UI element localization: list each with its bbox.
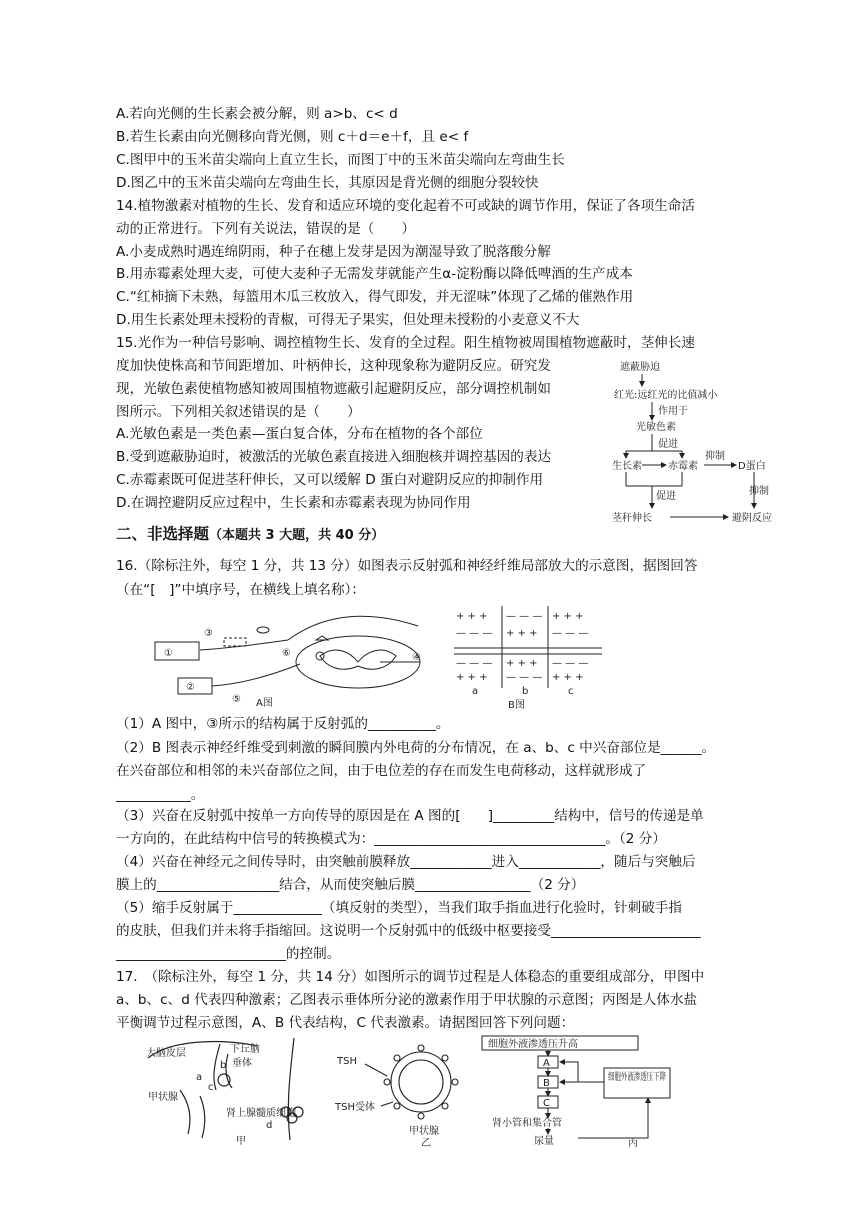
- fig-a-n1: ①: [164, 648, 173, 659]
- q15-option-b: B.受到遮蔽胁迫时，被激活的光敏色素直接进入细胞核并调控基因的表达: [116, 449, 552, 465]
- q14-option-a: A.小麦成熟时遇连绵阴雨，种子在穗上发芽是因为潮湿导致了脱落酸分解: [116, 244, 551, 260]
- diagram-stem-growth: 茎秆伸长: [612, 513, 652, 524]
- jia-d: d: [266, 1120, 273, 1131]
- section-heading: [116, 522, 384, 544]
- q15-stem-line2: 度加快使株高和节间距增加、叶柄伸长，这种现象称为避阴反应。研究发: [116, 358, 551, 374]
- water-balance-figure-bing: [478, 1034, 698, 1149]
- q14-stem-line1: 14.植物激素对植物的生长、发育和适应环境的变化起着不可或缺的调节作用，保证了各项生命活: [116, 198, 695, 214]
- fig-b-cell: + + +: [456, 611, 488, 622]
- q16-part3-cont: 一方向的，在此结构中信号的转换模式为：__________________________________。（2 分）: [116, 831, 666, 847]
- fig-b-cell: + + +: [506, 658, 538, 669]
- q15-option-d: D.在调控避阴反应过程中，生长素和赤霉素表现为协同作用: [116, 495, 471, 511]
- fig-a-n2: ②: [186, 682, 195, 693]
- jia-c: c: [208, 1082, 214, 1093]
- section-title: 二、非选择题: [116, 525, 210, 543]
- q16-part2: （2）B 图表示神经纤维受到刺激的瞬间膜内外电荷的分布情况，在 a、b、c 中兴奋部位是______。: [116, 740, 716, 756]
- q13-option-d: D.图乙中的玉米苗尖端向左弯曲生长，其原因是背光侧的细胞分裂较快: [116, 175, 539, 191]
- shade-avoidance-diagram: [606, 358, 796, 528]
- diagram-inhibit2: 抑制: [749, 486, 769, 497]
- diagram-ratio: 红光:远红光的比值减小: [614, 390, 718, 401]
- q13-option-c: C.图甲中的玉米苗尖端向上直立生长，而图丁中的玉米苗尖端向左弯曲生长: [116, 152, 565, 168]
- q15-stem-line4: 图所示。下列相关叙述错误的是（ ）: [116, 404, 361, 420]
- jia-adrenal: 肾上腺髓质细胞: [226, 1108, 296, 1119]
- yi-caption: 乙: [421, 1138, 431, 1149]
- fig-a-n5: ⑤: [232, 694, 241, 705]
- bing-urine: 尿量: [534, 1136, 554, 1147]
- fig-a-n3: ③: [204, 628, 213, 639]
- fig-b-cell: + + +: [456, 672, 488, 683]
- bing-rise: 细胞外液渗透压升高: [488, 1039, 578, 1050]
- jia-caption: 甲: [236, 1136, 246, 1147]
- q15-option-c: C.赤霉素既可促进茎秆伸长，又可以缓解 D 蛋白对避阴反应的抑制作用: [116, 472, 544, 488]
- diagram-inhibit1: 抑制: [705, 451, 725, 462]
- q15-option-a: A.光敏色素是一类色素—蛋白复合体，分布在植物的各个部位: [116, 426, 483, 442]
- yi-receptor: TSH受体: [335, 1102, 375, 1113]
- thyroid-cell-figure-yi: [335, 1036, 475, 1149]
- fig-b-cell: — — —: [506, 672, 543, 683]
- fig-b-cell: + + +: [552, 672, 584, 683]
- fig-b-cell: — — —: [552, 628, 589, 639]
- q14-option-c: C.“红柿摘下未熟，每篮用木瓜三枚放入，得气即发，并无涩味”体现了乙烯的催熟作用: [116, 289, 634, 305]
- diagram-gibberellin: 赤霉素: [668, 461, 698, 472]
- bing-tubule: 肾小管和集合管: [492, 1118, 562, 1129]
- q16-stem-line2: （在“[ ]”中填序号，在横线上填名称）：: [116, 582, 365, 598]
- yi-thyroid: 甲状腺: [409, 1126, 439, 1137]
- q16-part5: （5）缩手反射属于_____________（填反射的类型），当我们取手指血进行化验时，针刺破手指: [116, 900, 682, 916]
- bing-caption: 丙: [628, 1138, 638, 1149]
- q17-stem-line1: 17. （除标注外，每空 1 分，共 14 分）如图所示的调节过程是人体稳态的重要组成部分，甲图中: [116, 969, 705, 985]
- jia-pituitary: 垂体: [232, 1058, 252, 1069]
- jia-thyroid: 甲状腺: [148, 1092, 178, 1103]
- diagram-phytochrome: 光敏色素: [636, 422, 676, 433]
- q16-part4-cont: 膜上的__________________结合，从而使突触后膜_________________（2 分）: [116, 877, 585, 893]
- diagram-d-protein: D蛋白: [738, 461, 766, 472]
- q17-stem-line2: a、b、c、d 代表四种激素；乙图表示垂体所分泌的激素作用于甲状腺的示意图；丙图是人体水盐: [116, 992, 698, 1008]
- bing-c: C: [543, 1098, 550, 1109]
- fig-a-n6: ⑥: [282, 648, 291, 659]
- diagram-shade-stress: 遮蔽胁迫: [620, 362, 660, 373]
- fig-b-label-c: c: [568, 686, 574, 697]
- section-note: （本题共 3 大题，共 40 分）: [209, 528, 385, 543]
- q16-part1: （1）A 图中，③所示的结构属于反射弧的__________。: [116, 716, 450, 732]
- q16-part2-cont: 在兴奋部位和相邻的未兴奋部位之间，由于电位差的存在而发生电荷移动，这样就形成了: [116, 763, 647, 779]
- diagram-auxin: 生长素: [612, 461, 642, 472]
- q14-option-d: D.用生长素处理未授粉的青椒，可得无子果实，但处理未授粉的小麦意义不大: [116, 312, 580, 328]
- yi-tsh: TSH: [337, 1056, 357, 1067]
- q16-part5-end: _________________________的控制。: [116, 946, 341, 962]
- reflex-arc-figure: [150, 604, 440, 710]
- jia-cortex: 大脑皮层: [146, 1048, 186, 1059]
- jia-hypothalamus: 下丘脑: [230, 1044, 260, 1055]
- fig-a-n4: ④: [412, 652, 421, 663]
- fig-b-caption: B图: [508, 700, 525, 711]
- fig-b-label-b: b: [522, 686, 529, 697]
- bing-a: A: [543, 1058, 550, 1069]
- fig-b-cell: — — —: [456, 658, 493, 669]
- q13-option-b: B.若生长素由向光侧移向背光侧，则 c＋d＝e＋f，且 e< f: [116, 129, 469, 145]
- q13-option-a: A.若向光侧的生长素会被分解，则 a>b、c< d: [116, 106, 398, 122]
- bing-fall-line: 细胞外液渗透压下降: [608, 1072, 698, 1083]
- fig-a-caption: A图: [256, 698, 273, 709]
- q16-part3: （3）兴奋在反射弧中按单一方向传导的原因是在 A 图的[ ]_________结构中，信号的传递是单: [116, 808, 704, 824]
- fig-b-cell: — — —: [456, 628, 493, 639]
- q14-stem-line2: 动的正常进行。下列有关说法，错误的是（ ）: [116, 221, 416, 237]
- bing-b: B: [543, 1078, 550, 1089]
- diagram-shade-response: 避阴反应: [732, 513, 772, 524]
- q16-stem-line1: 16.（除标注外，每空 1 分，共 13 分）如图表示反射弧和神经纤维局部放大的示意图，据图回答: [116, 558, 698, 574]
- fig-b-cell: + + +: [506, 628, 538, 639]
- q17-stem-line3: 平衡调节过程示意图，A、B 代表结构，C 代表激素。请据图回答下列问题：: [116, 1015, 575, 1031]
- q16-part5-cont: 的皮肤，但我们并未将手指缩回。这说明一个反射弧中的低级中枢要接受______________________: [116, 923, 701, 939]
- fig-b-cell: — — —: [552, 658, 589, 669]
- fig-b-cell: — — —: [506, 611, 543, 622]
- q16-part2-blank: ___________。: [116, 787, 205, 803]
- diagram-acts-on: 作用于: [658, 406, 688, 417]
- fig-b-label-a: a: [472, 686, 479, 697]
- q16-part4: （4）兴奋在神经元之间传导时，由突触前膜释放____________进入____________，随后与突触后: [116, 854, 696, 870]
- jia-b: b: [220, 1060, 227, 1071]
- q14-option-b: B.用赤霉素处理大麦，可使大麦种子无需发芽就能产生α-淀粉酶以降低啤酒的生产成本: [116, 266, 633, 282]
- q15-stem-line1: 15.光作为一种信号影响、调控植物生长、发育的全过程。阳生植物被周围植物遮蔽时，茎伸长速: [116, 335, 695, 351]
- diagram-promote2: 促进: [656, 491, 676, 502]
- endocrine-figure-jia: [140, 1034, 350, 1146]
- nerve-fiber-figure: [452, 604, 602, 710]
- jia-a: a: [196, 1072, 203, 1083]
- q15-stem-line3: 现，光敏色素使植物感知被周围植物遮蔽引起避阴反应，部分调控机制如: [116, 381, 551, 397]
- diagram-promote1: 促进: [658, 439, 678, 450]
- fig-b-cell: + + +: [552, 611, 584, 622]
